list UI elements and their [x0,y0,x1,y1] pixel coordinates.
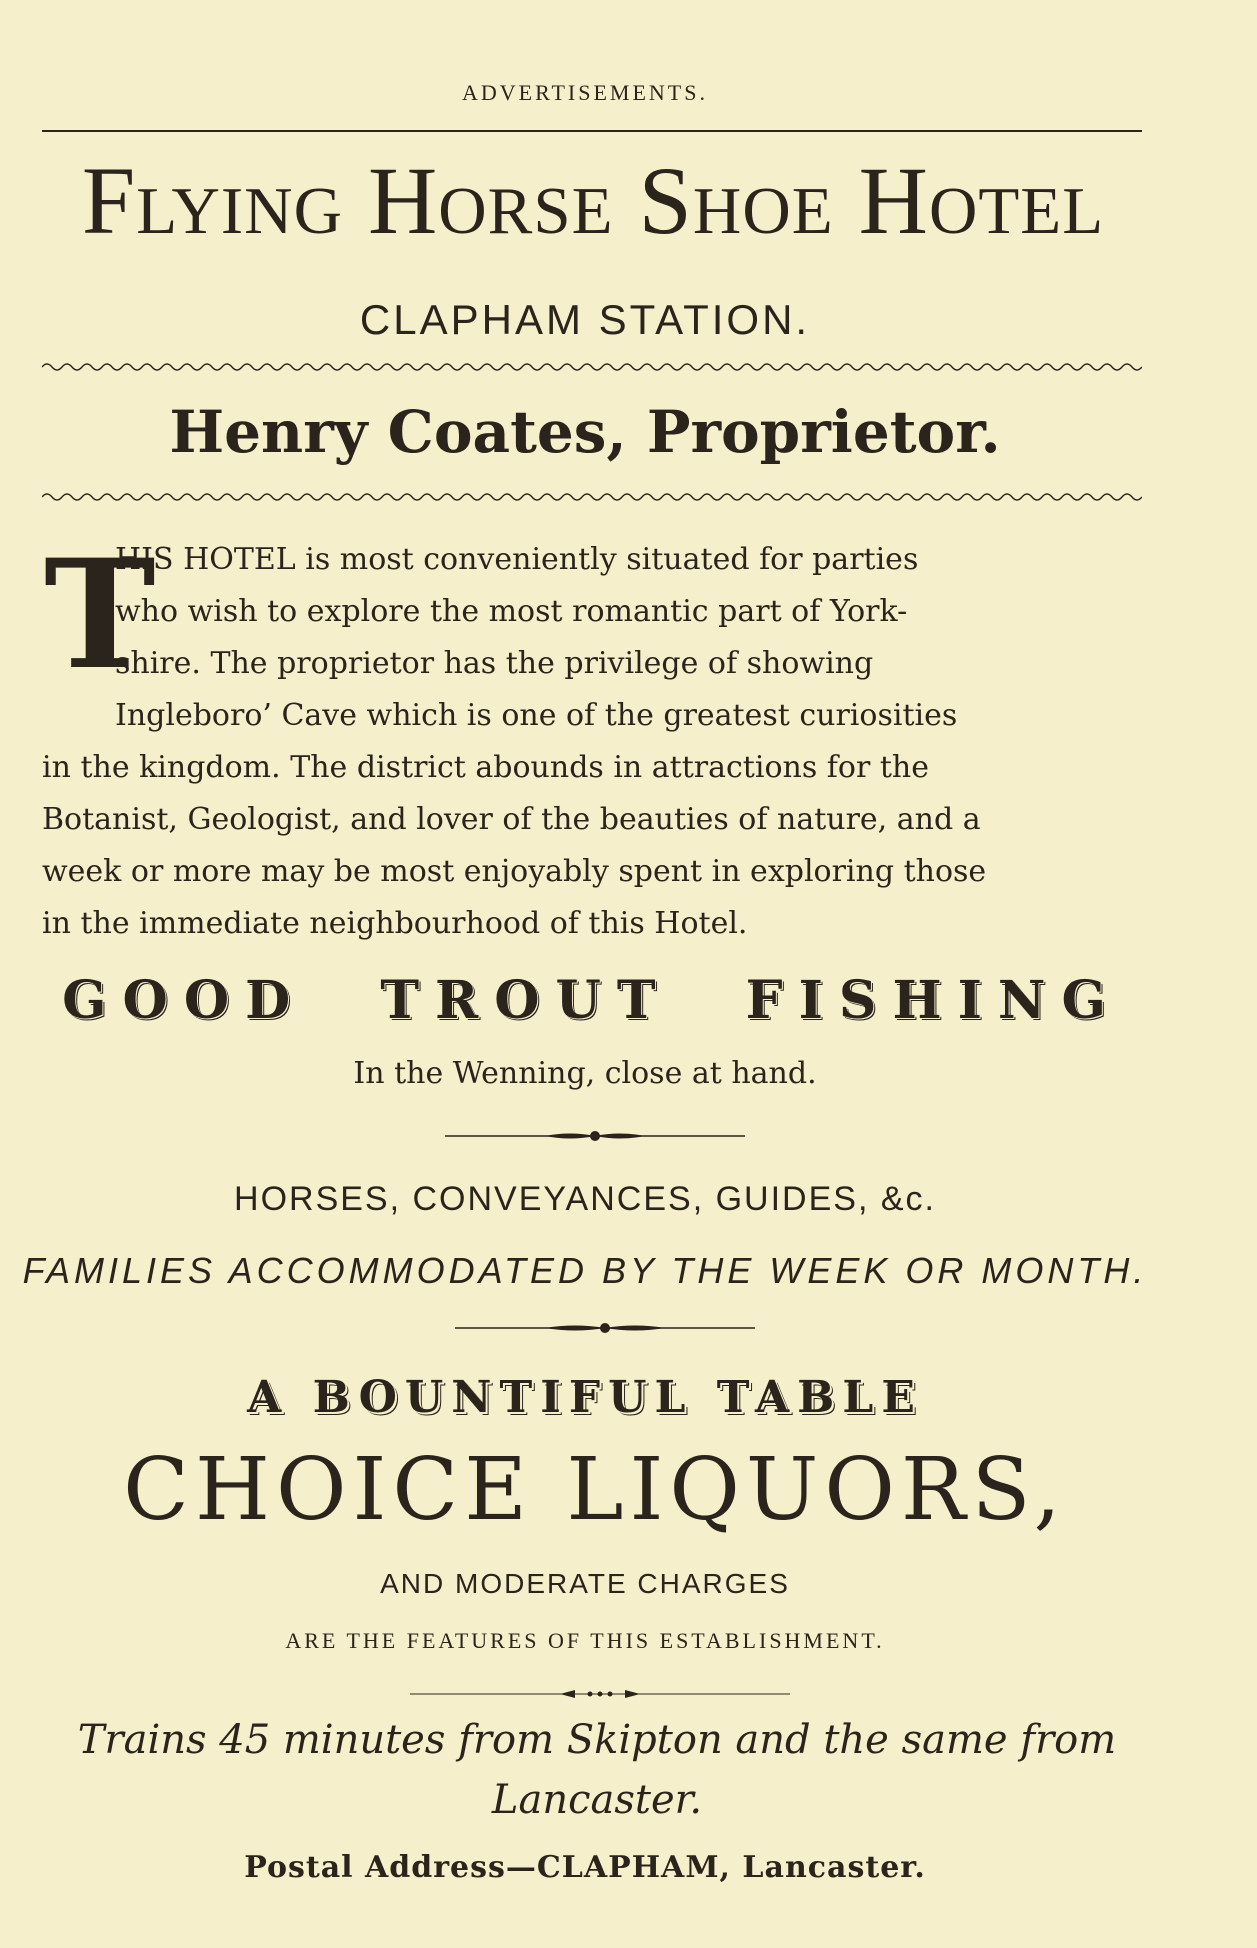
description-line: Ingleboro’ Cave which is one of the greatest curiosities [115,698,958,733]
description-line: in the immediate neighbourhood of this Hotel. [42,906,748,941]
fishing-heading: GOOD TROUT FISHING [62,970,1122,1031]
moderate-charges: AND MODERATE CHARGES [380,1568,790,1599]
station-name: CLAPHAM STATION. [359,296,811,343]
ornamental-rule [455,1320,755,1336]
description-line: HIS HOTEL is most conveniently situated for parties [115,542,919,577]
wavy-divider-bottom [42,490,1142,504]
section-heading: ADVERTISEMENTS. [462,80,708,105]
top-rule [42,130,1142,132]
ornamental-rule [445,1128,745,1144]
features-line: ARE THE FEATURES OF THIS ESTABLISHMENT. [285,1628,885,1653]
choice-liquors: CHOICE LIQUORS, [123,1440,1067,1540]
trains-info: Trains 45 minutes from Skipton and the same from Lancaster. [77,1717,1117,1823]
description-indented [115,534,1148,742]
drop-cap: T [44,527,156,703]
description-line: Botanist, Geologist, and lover of the beauties of nature, and a [42,802,981,837]
families-line: FAMILIES ACCOMMODATED BY THE WEEK OR MONTH. [22,1250,1148,1291]
description-line: in the kingdom. The district abounds in attractions for the [42,750,929,785]
fishing-subtext: In the Wenning, close at hand. [353,1056,817,1091]
bountiful-table: A BOUNTIFUL TABLE [247,1372,923,1423]
proprietor-line: Henry Coates, Proprietor. [169,398,1001,466]
hotel-name: Flying Horse Shoe Hotel [81,147,1105,254]
description-line: who wish to explore the most romantic part of York- [115,594,908,629]
description-line: week or more may be most enjoyably spent in exploring those [42,854,987,889]
postal-address: Postal Address—CLAPHAM, Lancaster. [244,1850,926,1885]
description-line: shire. The proprietor has the privilege of showing [115,646,874,681]
ornamental-rule [410,1686,790,1702]
horses-line: HORSES, CONVEYANCES, GUIDES, &c. [234,1180,936,1218]
description-full [42,742,1148,950]
wavy-divider-top [42,360,1142,374]
